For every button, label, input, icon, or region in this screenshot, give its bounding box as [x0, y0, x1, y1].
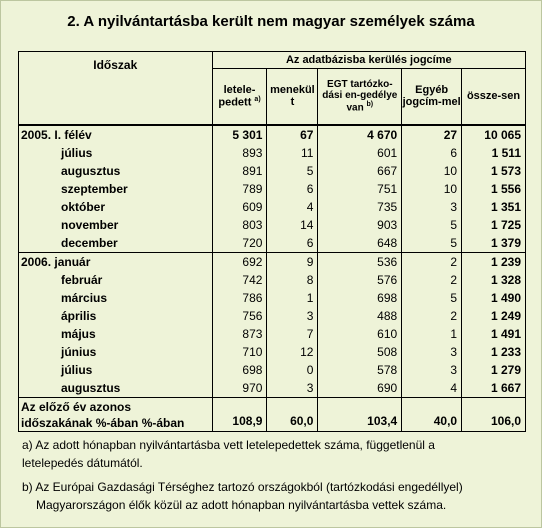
cell-value: 2 [402, 307, 462, 325]
table-row [19, 234, 526, 253]
cell-value: 698 [212, 361, 267, 379]
summary-value: 108,9 [212, 397, 267, 431]
cell-value: 1 328 [462, 271, 526, 289]
cell-value: 576 [318, 271, 402, 289]
table-row [19, 325, 526, 343]
cell-value: 7 [267, 325, 318, 343]
cell-value: 5 [402, 234, 462, 253]
cell-value: 6 [267, 234, 318, 253]
header-col: EGT tartózko-dási en-gedélye van $^{b)}$ [318, 69, 402, 125]
row-label: július [19, 361, 213, 379]
footnote-a: a) Az adott hónapban nyilvántartásba vett letelepedettek száma, függetlenül a letelepedés dátumától. [22, 438, 435, 470]
cell-value: 710 [212, 343, 267, 361]
cell-value: 751 [318, 180, 402, 198]
cell-value: 508 [318, 343, 402, 361]
cell-value: 0 [267, 361, 318, 379]
row-label: október [19, 198, 213, 216]
cell-value: 1 667 [462, 379, 526, 398]
cell-value: 692 [212, 252, 267, 271]
cell-value: 5 [402, 289, 462, 307]
cell-value: 742 [212, 271, 267, 289]
row-label: 2006. január [19, 252, 213, 271]
table-row [19, 252, 526, 271]
cell-value: 3 [267, 379, 318, 398]
header-col: össze-sen [462, 69, 526, 125]
header-col: letele-pedett $^{a)}$ [212, 69, 267, 125]
cell-value: 1 573 [462, 162, 526, 180]
cell-value: 5 301 [212, 125, 267, 144]
table-row [19, 162, 526, 180]
cell-value: 11 [267, 144, 318, 162]
cell-value: 4 [267, 198, 318, 216]
footnote-b: b) Az Európai Gazdasági Térséghez tartozó országokból (tartózkodási engedéllyel) Magyarországon élők közül az adott hónapban nyilvántartásba vettek száma. [22, 480, 463, 512]
cell-value: 1 491 [462, 325, 526, 343]
summary-label-2: időszakának %-ában %-ában [21, 415, 185, 430]
cell-value: 6 [402, 144, 462, 162]
row-label: április [19, 307, 213, 325]
table-row [19, 198, 526, 216]
summary-label-1: Az előző év azonos [21, 399, 132, 414]
cell-value: 786 [212, 289, 267, 307]
cell-value: 789 [212, 180, 267, 198]
cell-value: 5 [267, 162, 318, 180]
cell-value: 601 [318, 144, 402, 162]
cell-value: 1 249 [462, 307, 526, 325]
cell-value: 5 [402, 216, 462, 234]
header-col: Egyéb jogcím-mel [402, 69, 462, 125]
table-row [19, 125, 526, 144]
table-row [19, 216, 526, 234]
row-label: szeptember [19, 180, 213, 198]
cell-value: 8 [267, 271, 318, 289]
statistics-table [18, 51, 526, 432]
cell-value: 3 [402, 198, 462, 216]
footnotes [22, 436, 522, 520]
cell-value: 3 [402, 343, 462, 361]
cell-value: 756 [212, 307, 267, 325]
cell-value: 3 [267, 307, 318, 325]
table-row [19, 271, 526, 289]
cell-value: 610 [318, 325, 402, 343]
cell-value: 1 279 [462, 361, 526, 379]
cell-value: 12 [267, 343, 318, 361]
cell-value: 1 511 [462, 144, 526, 162]
row-label: november [19, 216, 213, 234]
cell-value: 690 [318, 379, 402, 398]
cell-value: 4 [402, 379, 462, 398]
row-label: május [19, 325, 213, 343]
summary-row [19, 397, 526, 431]
row-label: július [19, 144, 213, 162]
cell-value: 2 [402, 271, 462, 289]
summary-value: 103,4 [318, 397, 402, 431]
cell-value: 578 [318, 361, 402, 379]
page-title: 2. A nyilvántartásba került nem magyar személyek száma [67, 13, 475, 30]
table-row [19, 144, 526, 162]
cell-value: 891 [212, 162, 267, 180]
cell-value: 609 [212, 198, 267, 216]
row-label: március [19, 289, 213, 307]
cell-value: 3 [402, 361, 462, 379]
summary-label [19, 397, 213, 431]
table-row [19, 307, 526, 325]
cell-value: 4 670 [318, 125, 402, 144]
cell-value: 720 [212, 234, 267, 253]
cell-value: 1 [402, 325, 462, 343]
summary-value: 40,0 [402, 397, 462, 431]
cell-value: 1 239 [462, 252, 526, 271]
cell-value: 1 379 [462, 234, 526, 253]
cell-value: 1 556 [462, 180, 526, 198]
cell-value: 893 [212, 144, 267, 162]
row-label: december [19, 234, 213, 253]
cell-value: 698 [318, 289, 402, 307]
header-period: Időszak [19, 52, 213, 125]
cell-value: 1 351 [462, 198, 526, 216]
header-group: Az adatbázisba kerülés jogcíme [212, 52, 525, 69]
cell-value: 735 [318, 198, 402, 216]
table-row [19, 379, 526, 398]
cell-value: 903 [318, 216, 402, 234]
cell-value: 14 [267, 216, 318, 234]
cell-value: 10 [402, 180, 462, 198]
cell-value: 873 [212, 325, 267, 343]
cell-value: 970 [212, 379, 267, 398]
cell-value: 667 [318, 162, 402, 180]
table-row [19, 289, 526, 307]
table-row [19, 343, 526, 361]
cell-value: 488 [318, 307, 402, 325]
cell-value: 10 [402, 162, 462, 180]
row-label: augusztus [19, 162, 213, 180]
cell-value: 1 725 [462, 216, 526, 234]
cell-value: 1 490 [462, 289, 526, 307]
cell-value: 1 233 [462, 343, 526, 361]
cell-value: 1 [267, 289, 318, 307]
row-label: 2005. I. félév [19, 125, 213, 144]
cell-value: 10 065 [462, 125, 526, 144]
cell-value: 6 [267, 180, 318, 198]
row-label: június [19, 343, 213, 361]
summary-value: 60,0 [267, 397, 318, 431]
table-body [19, 125, 526, 432]
table-row [19, 361, 526, 379]
cell-value: 27 [402, 125, 462, 144]
cell-value: 648 [318, 234, 402, 253]
row-label: február [19, 271, 213, 289]
cell-value: 803 [212, 216, 267, 234]
cell-value: 2 [402, 252, 462, 271]
cell-value: 67 [267, 125, 318, 144]
cell-value: 9 [267, 252, 318, 271]
cell-value: 536 [318, 252, 402, 271]
header-col: menekül t [267, 69, 318, 125]
table-row [19, 180, 526, 198]
row-label: augusztus [19, 379, 213, 398]
summary-value: 106,0 [462, 397, 526, 431]
